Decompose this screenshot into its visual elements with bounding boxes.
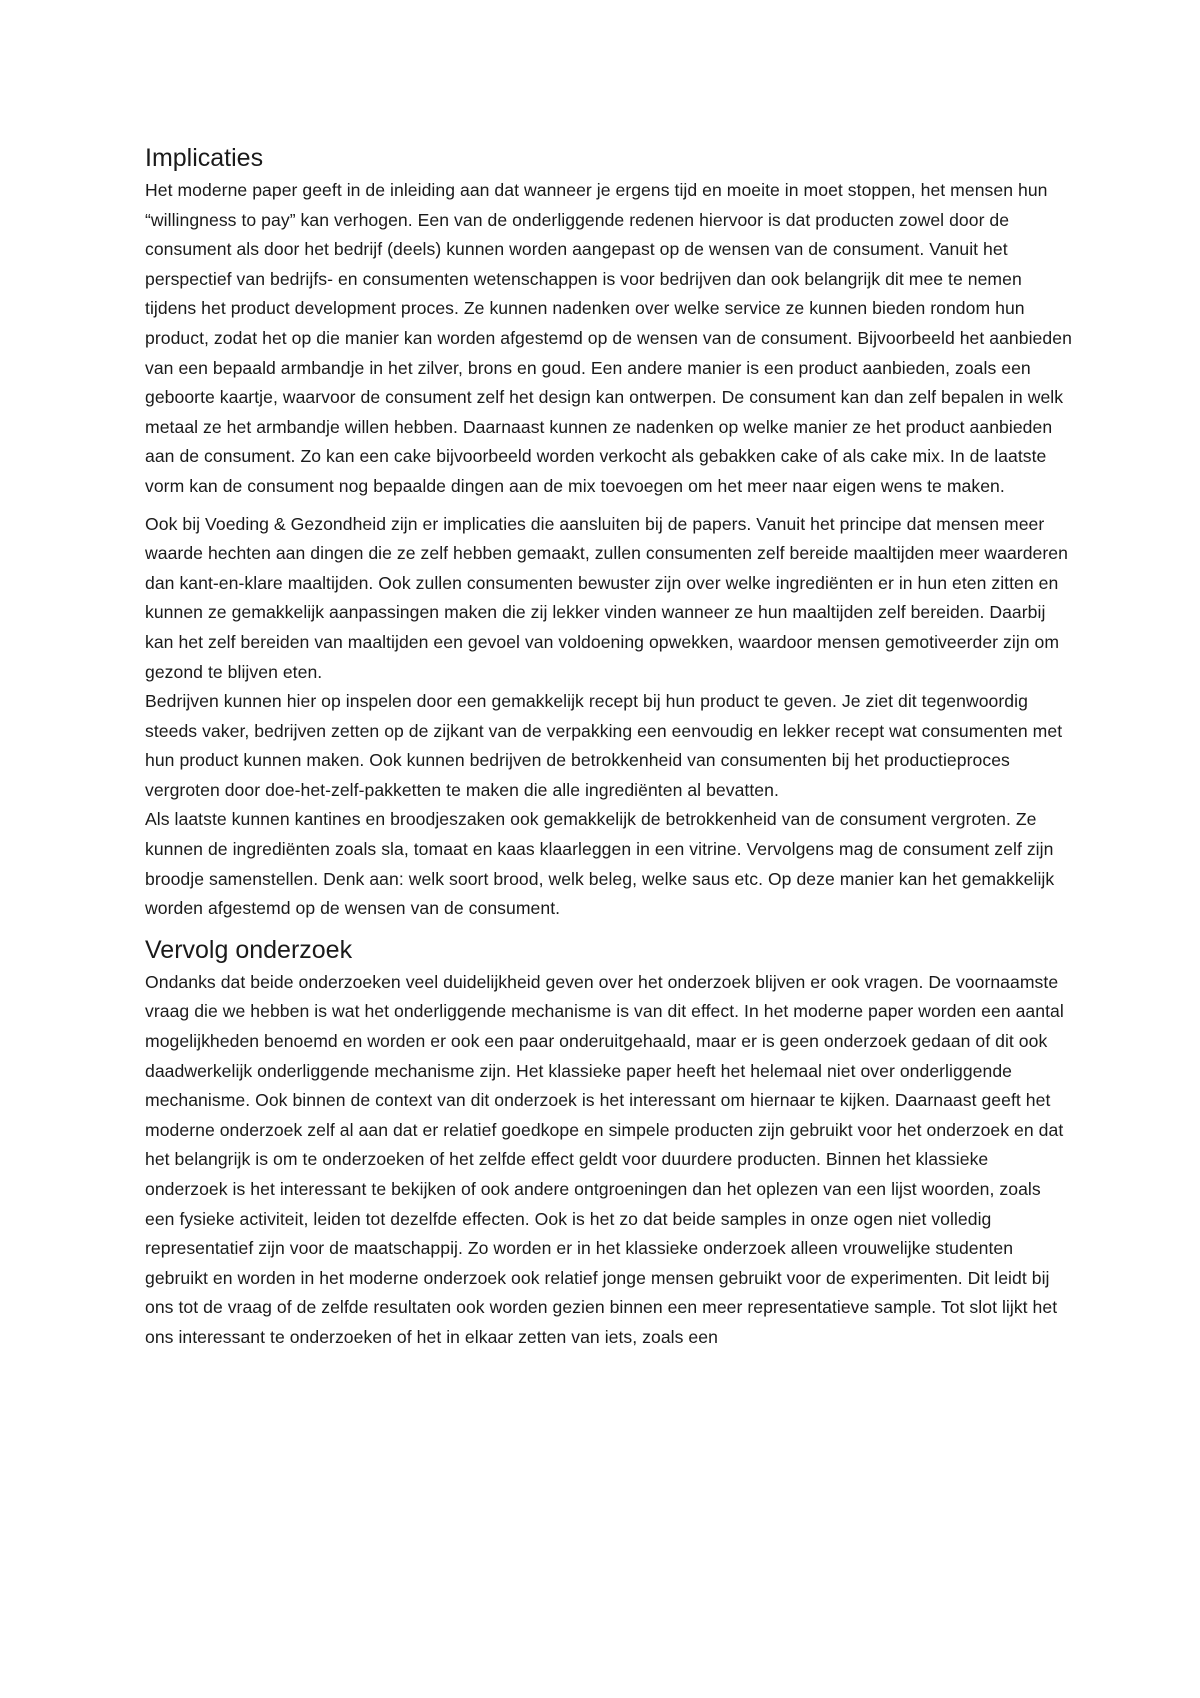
paragraph: Als laatste kunnen kantines en broodjeszaken ook gemakkelijk de betrokkenheid van de consument vergroten. Ze kunnen de ingrediënten zoals sla, tomaat en kaas klaarleggen in een vitrine. Vervolgens mag de consument zelf zijn broodje samenstellen. Denk aan: welk soort brood, welk beleg, welke saus etc. Op deze manier kan het gemakkelijk worden afgestemd op de wensen van de consument. <box>145 809 1055 919</box>
document-page <box>145 140 1075 1353</box>
paragraph: Het moderne paper geeft in de inleiding aan dat wanneer je ergens tijd en moeite in moet stoppen, het mensen hun “willingness to pay” kan verhogen. Een van de onderliggende redenen hiervoor is dat producten zowel door de consument als door het bedrijf (deels) kunnen worden aangepast op de wensen van de consument. Vanuit het perspectief van bedrijfs- en consumenten wetenschappen is voor bedrijven dan ook belangrijk dit mee te nemen tijdens het product development proces. Ze kunnen nadenken over welke service ze kunnen bieden rondom hun product, zodat het op die manier kan worden afgestemd op de wensen van de consument. Bijvoorbeeld het aanbieden van een bepaald armbandje in het zilver, brons en goud. Een andere manier is een product aanbieden, zoals een geboorte kaartje, waarvoor de consument zelf het design kan ontwerpen. De consument kan dan zelf bepalen in welk metaal ze het armbandje willen hebben. Daarnaast kunnen ze nadenken op welke manier ze het product aanbieden aan de consument. Zo kan een cake bijvoorbeeld worden verkocht als gebakken cake of als cake mix. In de laatste vorm kan de consument nog bepaalde dingen aan de mix toevoegen om het meer naar eigen wens te maken. <box>145 180 1072 496</box>
paragraph: Ook bij Voeding & Gezondheid zijn er implicaties die aansluiten bij de papers. Vanuit het principe dat mensen meer waarde hechten aan dingen die ze zelf hebben gemaakt, zullen consumenten zelf bereide maaltijden meer waarderen dan kant-en-klare maaltijden. Ook zullen consumenten bewuster zijn over welke ingrediënten er in hun eten zitten en kunnen ze gemakkelijk aanpassingen maken die zij lekker vinden wanneer ze hun maaltijden zelf bereiden. Daarbij kan het zelf bereiden van maaltijden een gevoel van voldoening opwekken, waardoor mensen gemotiveerder zijn om gezond te blijven eten. <box>145 513 1068 682</box>
section-heading: Vervolg onderzoek <box>145 935 353 964</box>
section-implicaties <box>145 140 1075 924</box>
section-heading: Implicaties <box>145 144 264 172</box>
paragraph: Ondanks dat beide onderzoeken veel duidelijkheid geven over het onderzoek blijven er ook vragen. De voornaamste vraag die we hebben is wat het onderliggende mechanisme is van dit effect. In het moderne paper worden een aantal mogelijkheden benoemd en worden er ook een paar onderuitgehaald, maar er is geen onderzoek gedaan of dit ook daadwerkelijk onderliggende mechanisme zijn. Het klassieke paper heeft het helemaal niet over onderliggende mechanisme. Ook binnen de context van dit onderzoek is het interessant om hiernaar te kijken. Daarnaast geeft het moderne onderzoek zelf al aan dat er relatief goedkope en simpele producten zijn gebruikt voor het onderzoek en dat het belangrijk is om te onderzoeken of het zelfde effect geldt voor duurdere producten. Binnen het klassieke onderzoek is het interessant te bekijken of ook andere ontgroeningen dan het oplezen van een lijst woorden, zoals een fysieke activiteit, leiden tot dezelfde effecten. Ook is het zo dat beide samples in onze ogen niet volledig representatief zijn voor de maatschappij. Zo worden er in het klassieke onderzoek alleen vrouwelijke studenten gebruikt en worden in het moderne onderzoek ook relatief jonge mensen gebruikt voor de experimenten. Dit leidt bij ons tot de vraag of de zelfde resultaten ook worden gezien binnen een meer representatieve sample. Tot slot lijkt het ons interessant te onderzoeken of het in elkaar zetten van iets, zoals een <box>145 971 1064 1347</box>
paragraph: Bedrijven kunnen hier op inspelen door een gemakkelijk recept bij hun product te geven. Je ziet dit tegenwoordig steeds vaker, bedrijven zetten op de zijkant van de verpakking een eenvoudig en lekker recept wat consumenten met hun product kunnen maken. Ook kunnen bedrijven de betrokkenheid van consumenten bij het productieproces vergroten door doe-het-zelf-pakketten te maken die alle ingrediënten al bevatten. <box>145 691 1063 800</box>
section-vervolg-onderzoek <box>145 932 1075 1353</box>
